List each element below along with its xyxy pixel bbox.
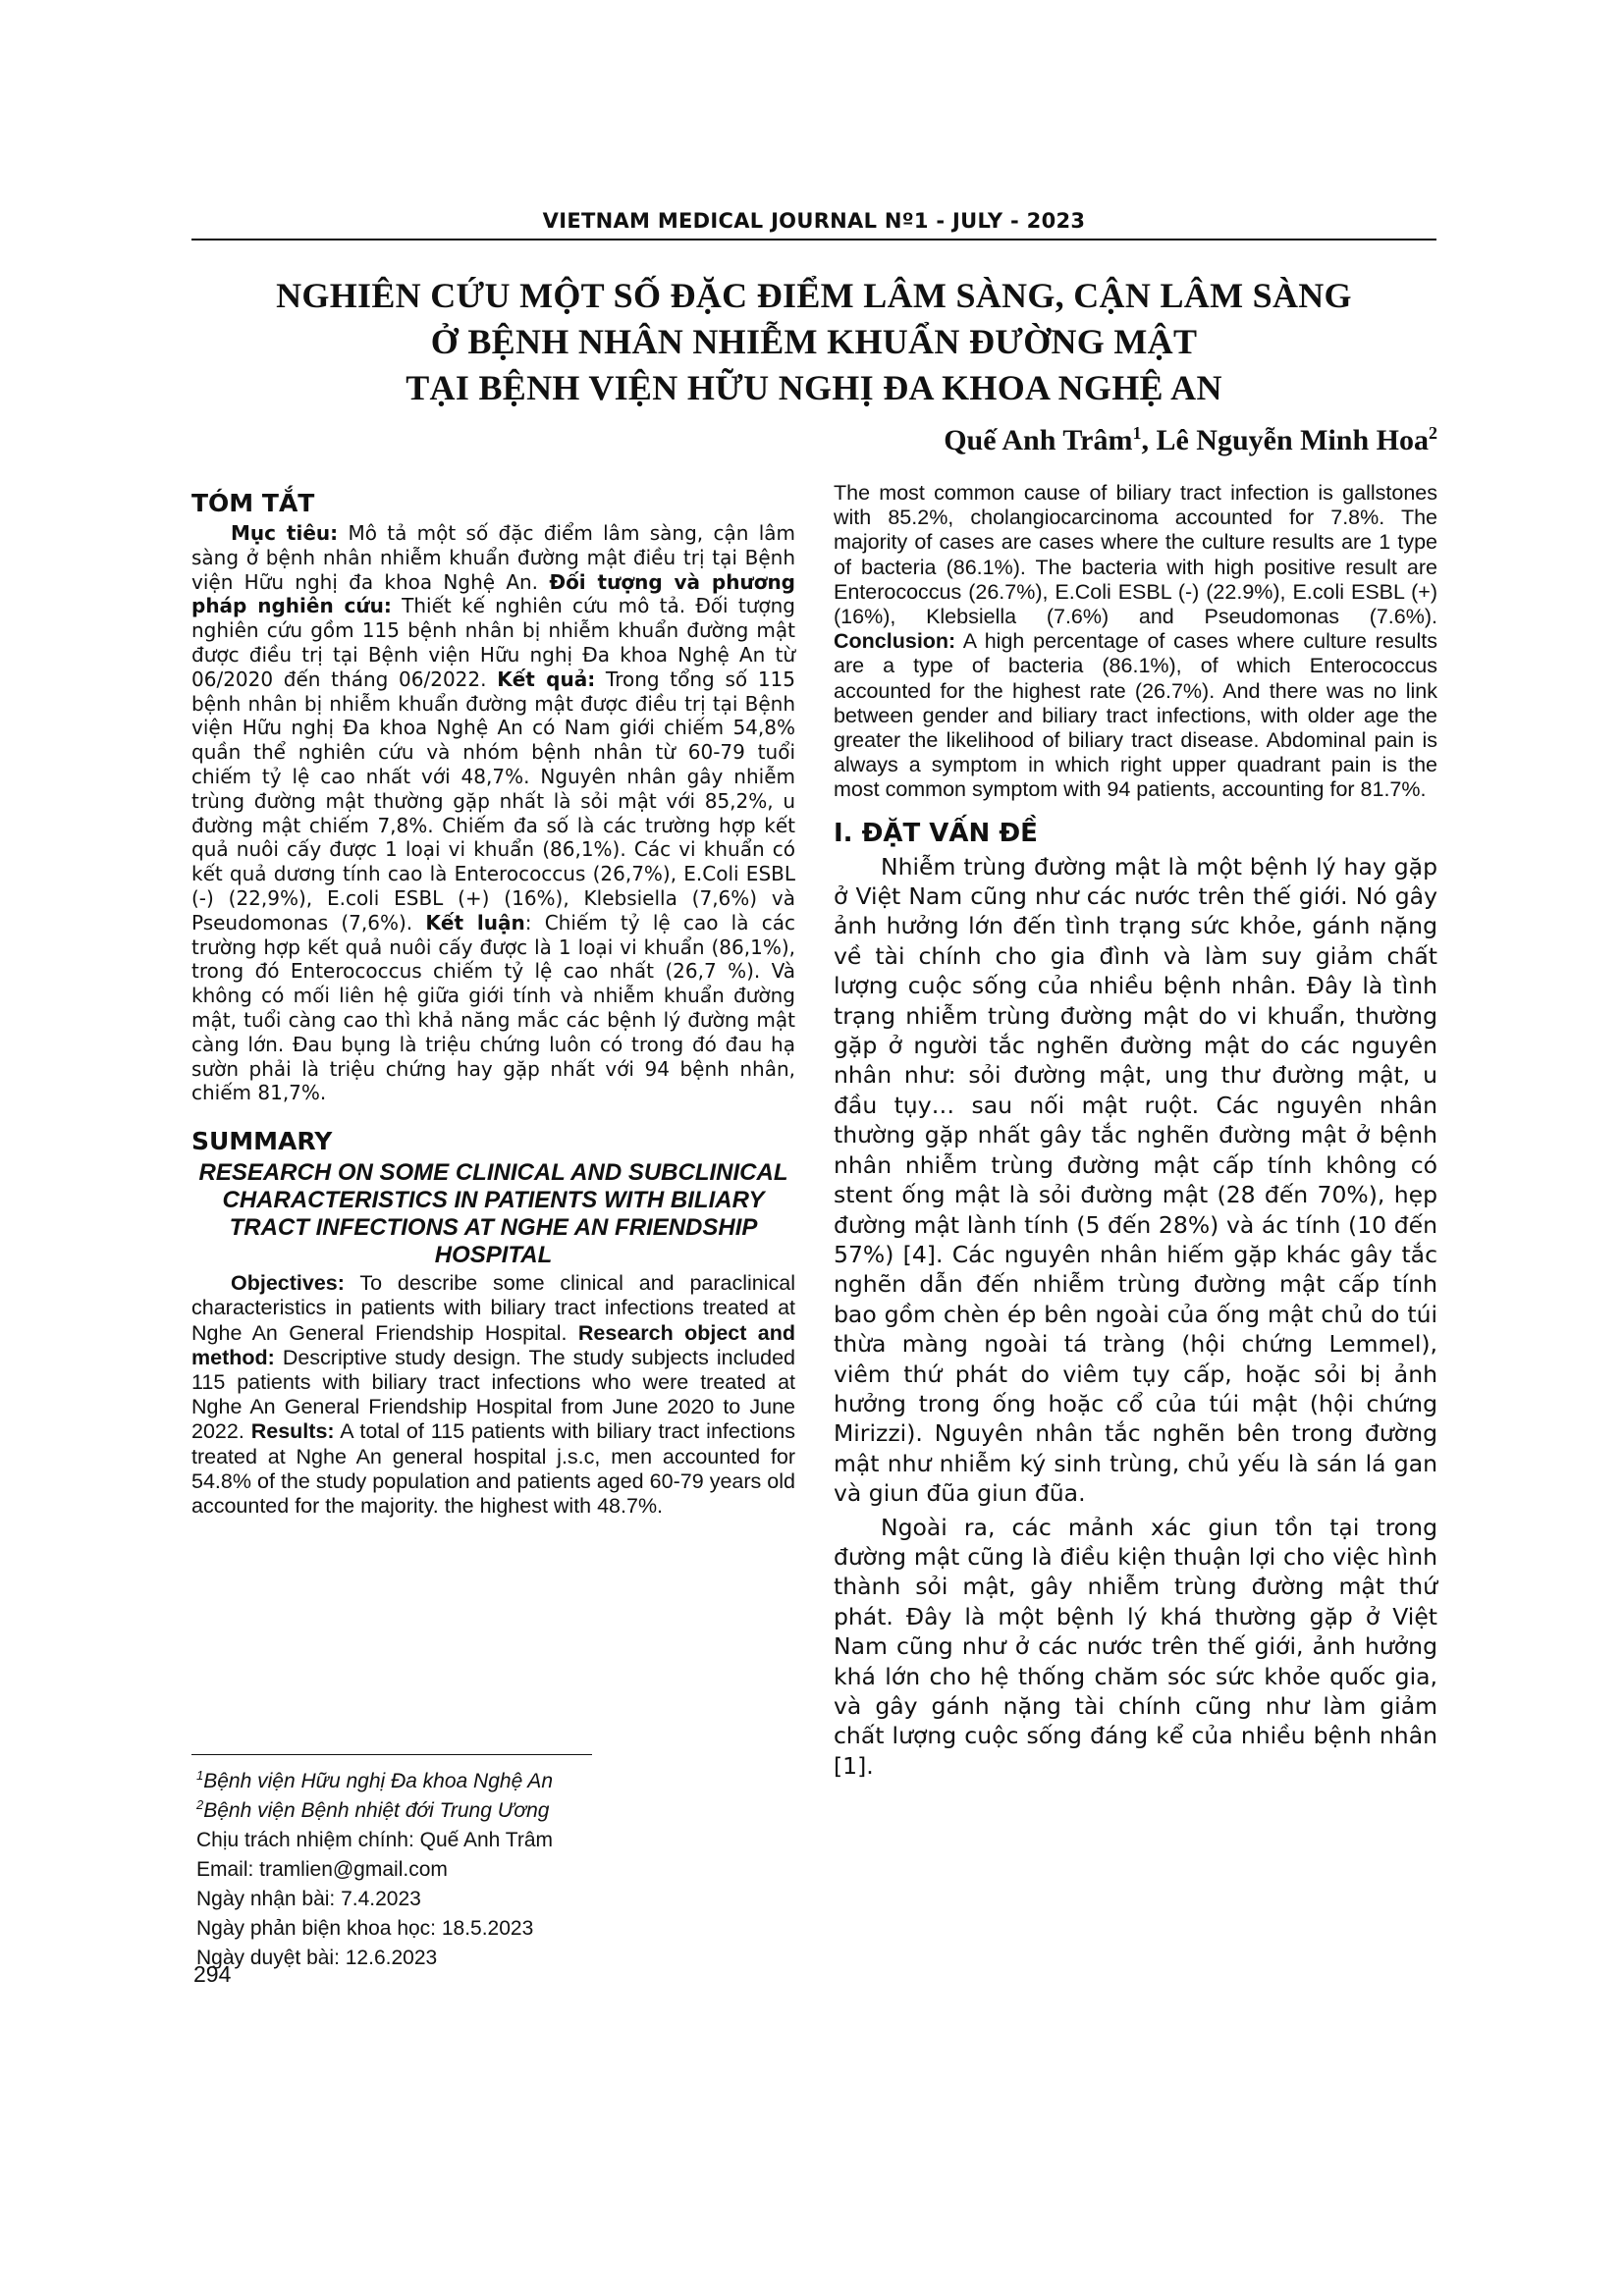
label-conclusion: Conclusion: — [834, 629, 956, 654]
abstract-vi-conclusion: : Chiếm tỷ lệ cao là các trường hợp kết quả nuôi cấy được là 1 loại vi khuẩn (86,1%), trong đó Enterococcus chiếm tỷ lệ cao nhất (26,7 %). Và không có mối liên hệ giữa giới tính và nhiễm khuẩn đường mật, tuổi càng cao thì khả năng mắc các bệnh lý đường mật càng lớn. Đau bụng là triệu chứng luôn có trong đó đau hạ sườn phải là triệu chứng hay gặp nhất với 94 bệnh nhân, chiếm 81,7%. — [191, 910, 795, 1105]
affiliation-2-mark: 2 — [196, 1797, 204, 1812]
label-ket-luan: Kết luận — [425, 910, 525, 934]
abstract-en-continued — [834, 481, 1437, 803]
title-line-2: Ở BỆNH NHÂN NHIỄM KHUẨN ĐƯỜNG MẬT — [430, 322, 1198, 361]
page-number: 294 — [193, 1961, 232, 1987]
abstract-vi-results: Trong tổng số 115 bệnh nhân bị nhiễm khuẩn đường mật được điều trị tại Bệnh viện Hữu nghị Đa khoa Nghệ An có Nam giới chiếm 54,8% quần thể nghiên cứu và nhóm bệnh nhân từ 60-79 tuổi chiếm tỷ lệ cao nhất với 48,7%. Nguyên nhân gây nhiễm trùng đường mật thường gặp nhất là sỏi mật với 85,2%, u đường mật chiếm 7,8%. Chiếm đa số là các trường hợp kết quả nuôi cấy được 1 loại vi khuẩn (86,1%). Các vi khuẩn có kết quả dương tính cao là Enterococcus (26,7%), E.Coli ESBL (-) (22,9%), E.coli ESBL (+) (16%), Klebsiella (7,6%) và Pseudomonas (7,6%). — [191, 667, 795, 934]
affiliation-1-mark: 1 — [196, 1768, 204, 1783]
title-line-1: NGHIÊN CỨU MỘT SỐ ĐẶC ĐIỂM LÂM SÀNG, CẬN LÂM SÀNG — [276, 276, 1352, 315]
author-1-affiliation-mark: 1 — [1132, 423, 1142, 443]
summary-heading: SUMMARY — [191, 1127, 333, 1156]
title-line-3: TẠI BỆNH VIỆN HỮU NGHỊ ĐA KHOA NGHỆ AN — [406, 368, 1222, 407]
section-1-paragraph-2: Ngoài ra, các mảnh xác giun tồn tại trong đường mật cũng là điều kiện thuận lợi cho việc hình thành sỏi mật, gây nhiễm trùng đường mật thứ phát. Đây là một bệnh lý khá thường gặp ở Việt Nam cũng như ở các nước trên thế giới, ảnh hưởng khá lớn cho hệ thống chăm sóc sức khỏe quốc gia, và gây gánh nặng tài chính cũng như làm giảm chất lượng cuộc sống đáng kể của nhiều bệnh nhân [1]. — [834, 1513, 1437, 1780]
abstract-vi-heading: TÓM TẮT — [191, 489, 315, 517]
header-rule — [191, 239, 1436, 240]
author-2-name: Lê Nguyễn Minh Hoa — [1156, 424, 1429, 456]
label-objectives: Objectives: — [231, 1271, 345, 1296]
abstract-vi-text — [191, 521, 795, 1105]
author-2-affiliation-mark: 2 — [1429, 423, 1437, 443]
label-ket-qua: Kết quả: — [497, 667, 596, 691]
running-head: VIETNAM MEDICAL JOURNAL Nº1 - JULY - 2023 — [542, 209, 1086, 233]
corresponding-author: Chịu trách nhiệm chính: Quế Anh Trâm — [196, 1829, 554, 1851]
summary-title: RESEARCH ON SOME CLINICAL AND SUBCLINICAL CHARACTERISTICS IN PATIENTS WITH BILIARY TRACT INFECTIONS AT NGHE AN FRIENDSHIP HOSPITAL — [198, 1159, 788, 1269]
label-results: Results: — [250, 1419, 335, 1444]
right-column — [834, 481, 1437, 1781]
abstract-vi-method: Thiết kế nghiên cứu mô tả. Đối tượng nghiên cứu gồm 115 bệnh nhân bị nhiễm khuẩn đường mật được điều trị tại Bệnh viện Hữu nghị Đa khoa Nghệ An từ 06/2020 đến tháng 06/2022. — [191, 594, 795, 691]
affiliation-2 — [196, 1796, 785, 1826]
author-separator: , — [1141, 424, 1157, 456]
section-1-heading: I. ĐẶT VẤN ĐỀ — [834, 818, 1038, 848]
date-accepted: Ngày duyệt bài: 12.6.2023 — [196, 1947, 438, 1969]
contact-email: Email: tramlien@gmail.com — [196, 1858, 448, 1881]
abstract-en-objective: To describe some clinical and paraclinical characteristics in patients with biliary tract infections treated at Nghe An General Friendship Hospital. — [191, 1271, 795, 1345]
affiliation-1 — [196, 1767, 785, 1796]
abstract-en-results: A total of 115 patients with biliary tract infections treated at Nghe An general hospital j.s.c, men accounted for 54.8% of the study population and patients aged 60-79 years old accounted for the majority. the highest with 48.7%. — [191, 1419, 796, 1518]
abstract-en-conclusion: A high percentage of cases where culture results are a type of bacteria (86.1%), of which Enterococcus accounted for the highest rate (26.7%). And there was no link between gender and biliary tract infections, with older age the greater the likelihood of biliary tract disease. Abdominal pain is always a symptom in which right upper quadrant pain is the most common symptom with 94 patients, accounting for 81.7%. — [834, 629, 1437, 802]
section-1-paragraph-1: Nhiễm trùng đường mật là một bệnh lý hay gặp ở Việt Nam cũng như các nước trên thế giới. Nó gây ảnh hưởng lớn đến tình trạng sức khỏe, gánh nặng về tài chính cho gia đình và làm suy giảm chất lượng cuộc sống của nhiều bệnh nhân. Đây là tình trạng nhiễm trùng đường mật do vi khuẩn, thường gặp ở người tắc nghẽn đường mật do các nguyên nhân như: sỏi đường mật, ung thư đường mật, u đầu tụy… sau nối mật ruột. Các nguyên nhân thường gặp nhất gây tắc nghẽn đường mật ở bệnh nhân nhiễm trùng đường mật cấp tính không có stent ống mật là sỏi đường mật (28 đến 70%), hẹp đường mật lành tính (5 đến 28%) và ác tính (10 đến 57%) [4]. Các nguyên nhân hiếm gặp khác gây tắc nghẽn dẫn đến nhiễm trùng đường mật cấp tính bao gồm chèn ép bên ngoài của ống mật chủ do túi thừa màng ngoài tá tràng (hội chứng Lemmel), viêm thứ phát do viêm tụy cấp, hoặc sỏi bị ảnh hưởng trong ống hoặc cổ của túi mật (hội chứng Mirizzi). Nguyên nhân tắc nghẽn bên trong đường mật như nhiễm ký sinh trùng, chủ yếu là sán lá gan và giun đũa giun đũa. — [834, 852, 1437, 1508]
label-research-method: Research object and method: — [191, 1320, 796, 1369]
date-received: Ngày nhận bài: 7.4.2023 — [196, 1888, 421, 1910]
affiliation-2-text: Bệnh viện Bệnh nhiệt đới Trung Ương — [203, 1799, 550, 1822]
footnotes — [196, 1767, 785, 1973]
abstract-en-results-cont: The most common cause of biliary tract infection is gallstones with 85.2%, cholangiocarcinoma accounted for 7.8%. The majority of cases are cases where the culture results are 1 type of bacteria (86.1%). The bacteria with high positive result are Enterococcus (26.7%), E.Coli ESBL (-) (22.9%), E.coli ESBL (+) (16%), Klebsiella (7.6%) and Pseudomonas (7.6%). — [834, 481, 1437, 629]
article-title — [191, 273, 1436, 411]
affiliation-1-text: Bệnh viện Hữu nghị Đa khoa Nghệ An — [203, 1770, 553, 1792]
author-line — [944, 424, 1437, 457]
author-1-name: Quế Anh Trâm — [944, 424, 1133, 456]
label-muc-tieu: Mục tiêu: — [231, 521, 339, 545]
label-doi-tuong: Đối tượng và phương pháp nghiên cứu: — [191, 569, 796, 618]
left-column — [191, 479, 795, 1519]
footnote-rule — [191, 1754, 592, 1755]
abstract-en-method: Descriptive study design. The study subjects included 115 patients with biliary tract infections who were treated at Nghe An General Friendship Hospital from June 2020 to June 2022. — [191, 1345, 795, 1444]
date-reviewed: Ngày phản biện khoa học: 18.5.2023 — [196, 1917, 534, 1940]
abstract-vi-objective: Mô tả một số đặc điểm lâm sàng, cận lâm sàng ở bệnh nhân nhiễm khuẩn đường mật điều trị tại Bệnh viện Hữu nghị đa khoa Nghệ An. — [191, 521, 795, 594]
abstract-en-text — [191, 1271, 795, 1519]
